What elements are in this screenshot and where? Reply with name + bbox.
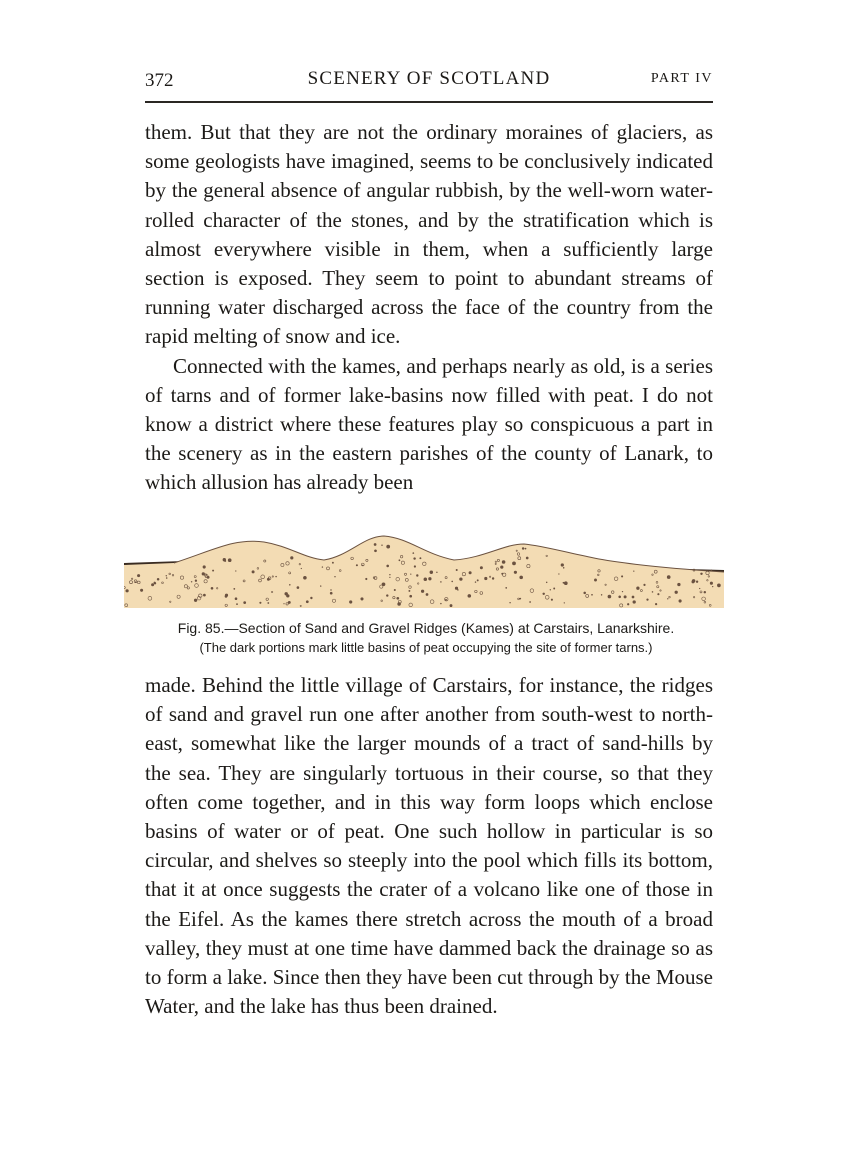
paragraph: Connected with the kames, and perhaps nearly as old, is a series of tarns and of former lake-basins now filled with peat. I do not know a district where these features play so conspicuous a part in the scenery as in the eastern parishes of the county of Lanark, to which allusion has already been xyxy=(145,353,713,495)
header-rule xyxy=(145,101,713,103)
part-label: PART IV xyxy=(650,71,713,86)
body-text-top xyxy=(145,118,713,498)
body-text-bottom xyxy=(145,671,713,1021)
running-header xyxy=(145,66,713,96)
paragraph: them. But that they are not the ordinary moraines of glaciers, as some geologists have imagined, seems to be conclusively indicated by the general absence of angular rubbish, by the well-worn water-rolled character of the stones, and by the stratification which is almost everywhere visible in them, when a sufficiently large section is exposed. They seem to point to abundant streams of running water discharged across the face of the country from the rapid melting of snow and ice. xyxy=(145,120,713,349)
kames-section-figure xyxy=(124,530,724,608)
figure-subcaption: (The dark portions mark little basins of peat occupying the site of former tarns.) xyxy=(199,640,653,655)
running-title: SCENERY OF SCOTLAND xyxy=(307,68,551,89)
figure-caption: Fig. 85.—Section of Sand and Gravel Ridges (Kames) at Carstairs, Lanarkshire. xyxy=(177,620,675,636)
paragraph: made. Behind the little village of Carstairs, for instance, the ridges of sand and gravel run one after another from south-west to north-east, somewhat like the larger mounds of a tract of sand-hills by the sea. They are singularly tortuous in their course, so that they often come together, and in this way form loops which enclose basins of water or of peat. One such hollow in particular is so circular, and shelves so steeply into the pool which fills its bottom, that it at once suggests the crater of a volcano like one of those in the Eifel. As the kames there stretch across the mouth of a broad valley, they must at one time have dammed back the drainage so as to form a lake. Since then they have been cut through by the Mouse Water, and the lake has thus been drained. xyxy=(145,673,714,1019)
page-number: 372 xyxy=(145,70,174,91)
